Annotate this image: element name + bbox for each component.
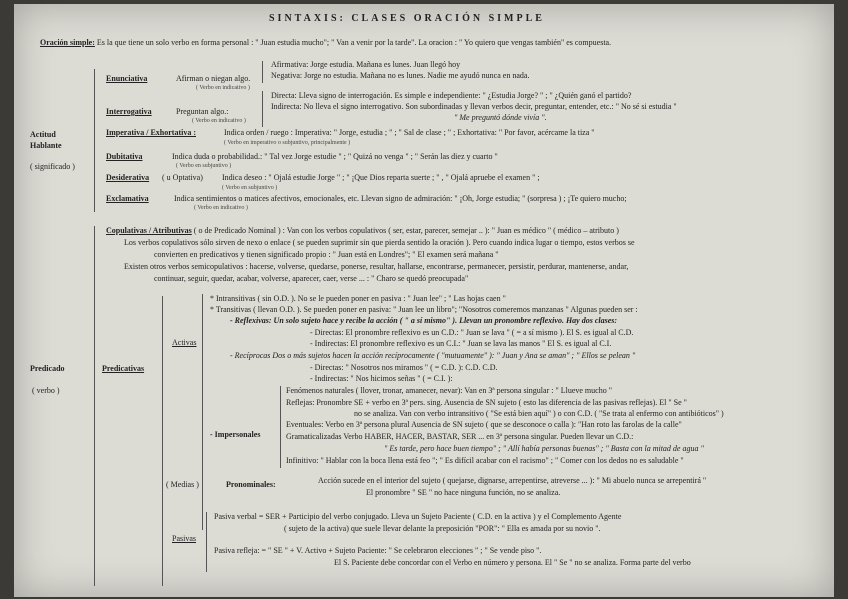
copulativas-label: Copulativas / Atributivas [106,226,192,235]
dubitativa-label: Dubitativa [106,152,143,161]
impersonales-label: - Impersonales [210,430,261,439]
interrogativa-desc: Preguntan algo.: [176,107,229,116]
pasiva-verbal: Pasiva verbal = SER + Participio del verbo conjugado. Lleva un Sujeto Paciente ( C.D. en la activa ) y el Complemento Agente [214,512,622,521]
predicado-bracket [94,226,95,586]
enunciativa-bracket [262,61,263,83]
actitud-label: Actitud [30,130,56,139]
reciprocas-line: - Recíprocas Dos o más sujetos hacen la acción recíprocamente ( "mutuamente" ): " Juan y Ana se aman" ; " Ellos se pelean " [230,351,636,360]
pasiva-verbal-2: ( sujeto de la activa) que suele llevar delante la preposición "POR": " Ella es amada por su novio ". [284,524,601,533]
interrogativa-indirecta: Indirecta: No lleva el signo interrogativo. Son subordinadas y llevan verbos decir, preguntar, entender, etc.: " No sé si estudia " [271,102,677,111]
impersonales-reflejas: Reflejas: Pronombre SE + verbo en 3ª pers. sing. Ausencia de SN sujeto ( esto las diferencia de las pasivas reflejas). El " Se " [286,398,687,407]
reflexivas-line: - Reflexivas: Un solo sujeto hace y recibe la acción ( " a sí mismo" ). Llevan un pronombre reflexivo. Hay dos clases: [230,316,618,325]
dubitativa-text: Indica duda o probabilidad.: " Tal vez Jorge estudie " ; " Quizá no venga " ; " Serán las diez y cuarto " [172,152,498,161]
pasivas-label: Pasivas [172,534,196,543]
interrogativa-label: Interrogativa [106,107,152,116]
predicativas-label: Predicativas [102,364,145,373]
pronominales-label: Pronominales: [226,480,276,489]
enunciativa-label: Enunciativa [106,74,148,83]
copulativas-text: ( o de Predicado Nominal ) : Van con los verbos copulativos ( ser, estar, parecer, semejar .. ): " Juan es médico " ( médico – atributo ) [193,226,619,235]
interrogativa-bracket [262,91,263,127]
copulativas-line4: Existen otros verbos semicopulativos : hacerse, volverse, quedarse, ponerse, resultar, hallarse, encontrarse, permanecer, persistir, perdurar, mantenerse, andar, [124,262,629,271]
enunciativa-desc: Afirman o niegan algo. [176,74,251,83]
page-title: SINTAXIS: CLASES ORACIÓN SIMPLE [269,13,545,24]
reflexivas-directas: - Directas: El pronombre reflexivo es un C.D.: " Juan se lava " ( = a sí mismo ). El S. es igual al C.D. [310,328,634,337]
desiderativa-label: Desiderativa [106,173,150,182]
document-sheet [14,4,834,597]
actitud-bracket [94,69,95,212]
hablante-label: Hablante [30,141,62,150]
predicativas-bracket [162,296,163,586]
intransitivas-line: * Intransitivas ( sin O.D. ). No se le pueden poner en pasiva : " Juan lee" ; " Las hojas caen " [210,294,506,303]
desiderativa-text: Indica deseo : " Ojalá estudie Jorge " ; " ¡Que Dios reparta suerte ; " , " Ojalá apruebe el examen " ; [222,173,540,182]
interrogativa-note: ( Verbo en indicativo ) [192,118,246,124]
desiderativa-note: ( Verbo en subjuntivo ) [222,185,278,191]
reciprocas-directas: - Directas: " Nosotros nos miramos " ( = C.D. ): C.D. C.D. [310,363,498,372]
impersonales-naturales: Fenómenos naturales ( llover, tronar, amanecer, nevar): Van en 3ª persona singular : " Llueve mucho " [286,386,612,395]
impersonales-eventuales: Eventuales: Verbo en 3ª persona plural Ausencia de SN sujeto ( que se desconoce o calla ): "Han roto las farolas de la calle" [286,420,682,429]
dubitativa-note: ( Verbo en subjuntivo ) [176,163,232,169]
impersonales-infinitivo: Infinitivo: " Hablar con la boca llena está feo "; " Es difícil acabar con el racismo" ; " Comer con los dedos no es saludable " [286,456,684,465]
copulativas-line2: Los verbos copulativos sólo sirven de nexo o enlace ( se pueden suprimir sin que pierda sentido la oración ). Pero cuando indica lugar o tiempo, estos verbos se [124,238,635,247]
copulativas-line3: convierten en predicativos y tienen significado propio : " Juan está en Londres"; " El examen será mañana " [154,250,499,259]
medias-label: ( Medias ) [166,480,199,489]
significado-note: ( significado ) [30,162,75,171]
reciprocas-indirectas: - Indirectas: " Nos hicimos señas " ( = C.I. ): [310,374,453,383]
enunciativa-note: ( Verbo en indicativo ) [196,85,250,91]
transitivas-line: * Transitivas ( llevan O.D. ). Se pueden poner en pasiva: " Juan lee un libro"; "Nosotros comeremos manzanas " Algunas pueden ser : [210,305,638,314]
activas-bracket [202,294,203,530]
imperativa-text: Indica orden / ruego : Imperativa: " Jorge, estudia ; " ; " Sal de clase ; " ; Exhortativa: " Por favor, acércame la tiza " [224,128,595,137]
pasiva-refleja: Pasiva refleja: = " SE " + V. Activo + Sujeto Paciente: " Se celebraron elecciones " ; " Se vende piso ". [214,546,542,555]
oracion-simple-label: Oración simple: [40,38,95,47]
activas-label: Activas [172,338,197,347]
verbo-note: ( verbo ) [32,386,60,395]
interrogativa-ejemplo: " Me preguntó dónde vivía ". [454,113,547,122]
interrogativa-directa: Directa: Lleva signo de interrogación. Es simple e independiente: " ¿Estudia Jorge? " ; " ¿Quién ganó el partido? [271,91,632,100]
pronominales-line1: Acción sucede en el interior del sujeto ( quejarse, dignarse, arrepentirse, atreverse ... ): " Mi abuelo nunca se arrepentirá " [318,476,707,485]
pronominales-line2: El pronombre " SE " no hace ninguna función, no se analiza. [366,488,561,497]
predicado-label: Predicado [30,364,65,373]
desiderativa-opt: ( u Optativa) [162,173,203,182]
exclamativa-note: ( Verbo en indicativo ) [194,205,248,211]
negativa-line: Negativa: Jorge no estudia. Mañana no es lunes. Nadie me ayudó nunca en nada. [271,71,530,80]
impersonales-gramaticalizadas-2: " Es tarde, pero hace buen tiempo" ; " Allí había personas buenas" ; " Basta con la mitad de agua " [384,444,704,453]
oracion-simple-definition: Es la que tiene un solo verbo en forma personal : " Juan estudia mucho"; " Van a venir por la tarde". La oracion : " Yo quiero que vengas también" es compuesta. [96,38,612,47]
pasiva-refleja-2: El S. Paciente debe concordar con el Verbo en número y persona. El " Se " no se analiza. Forma parte del verbo [334,558,691,567]
impersonales-bracket [280,386,281,468]
exclamativa-label: Exclamativa [106,194,149,203]
afirmativa-line: Afirmativa: Jorge estudia. Mañana es lunes. Juan llegó hoy [271,60,461,69]
impersonales-gramaticalizadas: Gramaticalizadas Verbo HABER, HACER, BASTAR, SER ... en 3ª persona singular. Pueden llevar un C.D.: [286,432,634,441]
copulativas-line5: continuar, seguir, quedar, acabar, volverse, aparecer, caer, verse ... : " Charo se quedó preocupada" [154,274,469,283]
imperativa-note: ( Verbo en imperativo o subjuntivo, principalmente ) [224,140,351,146]
reflexivas-indirectas: - Indirectas: El pronombre reflexivo es un C.I.: " Juan se lava las manos " El S. es igual al C.I. [310,339,612,348]
imperativa-label: Imperativa / Exhortativa : [106,128,196,137]
impersonales-reflejas-2: no se analiza. Van con verbo intransitivo ( "Se está bien aquí" ) o con C.D. ( "Se trata al enfermo con antibióticos" ) [354,409,724,418]
copulativas-line1 [106,226,619,236]
pasivas-bracket [206,512,207,572]
exclamativa-text: Indica sentimientos o matices afectivos, emocionales, etc. Llevan signo de admiración: " ¡Oh, Jorge estudia; " (sorpresa ) ; ¡Te quiero mucho; [174,194,627,203]
oracion-simple-line [40,38,611,48]
